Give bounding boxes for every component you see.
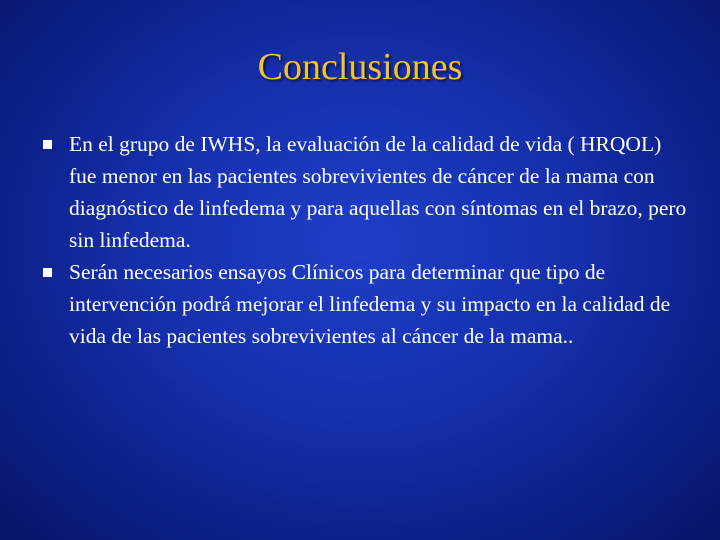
square-bullet-icon xyxy=(43,140,52,149)
bullet-list xyxy=(40,128,688,352)
bullet-text: En el grupo de IWHS, la evaluación de la calidad de vida ( HRQOL) fue menor en las pacientes sobrevivientes de cáncer de la mama con diagnóstico de linfedema y para aquellas con síntomas en el brazo, pero sin linfedema. xyxy=(69,132,687,252)
bullet-item xyxy=(40,256,688,352)
slide-title: Conclusiones xyxy=(257,46,463,88)
bullet-item xyxy=(40,128,688,256)
square-bullet-icon xyxy=(43,268,52,277)
bullet-text: Serán necesarios ensayos Clínicos para determinar que tipo de intervención podrá mejorar el linfedema y su impacto en la calidad de vida de las pacientes sobrevivientes al cáncer de la mama.. xyxy=(69,260,671,348)
